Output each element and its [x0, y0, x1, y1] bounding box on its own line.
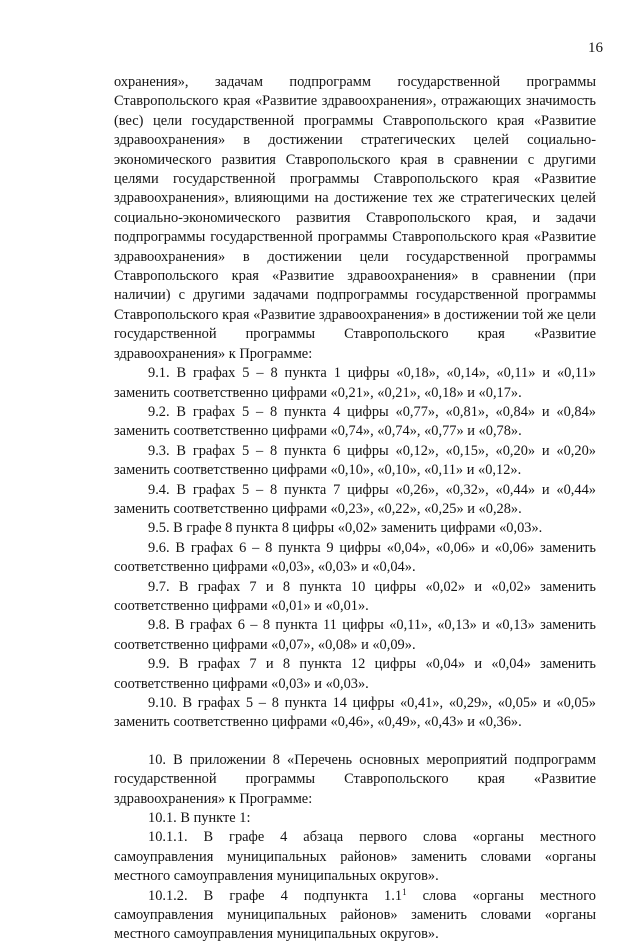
paragraph-item-9-10: 9.10. В графах 5 – 8 пункта 14 цифры «0,41», «0,29», «0,05» и «0,05» заменить соответственно цифрами «0,46», «0,49», «0,43» и «0,36».	[114, 695, 596, 731]
paragraph-text-after-superscript: слова «органы местного самоуправления муниципальных районов» заменить словами «органы местного самоуправления муниципальных округов».	[114, 887, 596, 943]
page-number: 16	[588, 40, 603, 56]
paragraph-item-9-1: 9.1. В графах 5 – 8 пункта 1 цифры «0,18», «0,14», «0,11» и «0,11» заменить соответственно цифрами «0,21», «0,21», «0,18» и «0,17».	[114, 365, 596, 401]
paragraph-item-9-6: 9.6. В графах 6 – 8 пункта 9 цифры «0,04», «0,06» и «0,06» заменить соответственно цифрами «0,03», «0,03» и «0,04».	[114, 539, 596, 576]
paragraph-item-10-1-2	[114, 887, 596, 945]
paragraph-continuation: охранения», задачам подпрограмм государственной программы Ставропольского края «Развитие здравоохранения», отражающих значимость (вес) цели государственной программы Ставропольского края «Развитие здравоохранения» в достижении стратегических целей социально-экономического развития Ставропольского края в сравнении с другими целями государственной программы Ставропольского края «Развитие здравоохранения», влияющими на достижение тех же стратегических целей социально-экономического развития Ставропольского края, и задачи подпрограммы государственной программы Ставропольского края «Развитие здравоохранения» в достижении цели государственной программы Ставропольского края «Развитие здравоохранения» в сравнении (при наличии) с другими задачами подпрограммы государственной программы Ставропольского края «Развитие здравоохранения» в достижении той же цели государственной программы Ставропольского края «Развитие здравоохранения» к Программе:	[114, 74, 596, 362]
document-body	[114, 73, 596, 945]
paragraph-item-10-1-1: 10.1.1. В графе 4 абзаца первого слова «органы местного самоуправления муниципальных районов» заменить словами «органы местного самоуправления муниципальных округов».	[114, 829, 596, 885]
paragraph-item-9-2: 9.2. В графах 5 – 8 пункта 4 цифры «0,77», «0,81», «0,84» и «0,84» заменить соответственно цифрами «0,74», «0,74», «0,77» и «0,78».	[114, 403, 596, 440]
paragraph-text-before-superscript: 10.1.2. В графе 4 подпункта 1.1	[148, 887, 403, 904]
paragraph-item-9-4: 9.4. В графах 5 – 8 пункта 7 цифры «0,26», «0,32», «0,44» и «0,44» заменить соответственно цифрами «0,23», «0,22», «0,25» и «0,28».	[114, 481, 596, 517]
paragraph-item-9-9: 9.9. В графах 7 и 8 пункта 12 цифры «0,04» и «0,04» заменить соответственно цифрами «0,03» и «0,03».	[114, 656, 596, 692]
paragraph-item-10: 10. В приложении 8 «Перечень основных мероприятий подпрограмм государственной программы Ставропольского края «Развитие здравоохранения» к Программе:	[114, 751, 596, 807]
paragraph-item-9-3: 9.3. В графах 5 – 8 пункта 6 цифры «0,12», «0,15», «0,20» и «0,20» заменить соответственно цифрами «0,10», «0,10», «0,11» и «0,12».	[114, 442, 596, 479]
paragraph-item-9-5: 9.5. В графе 8 пункта 8 цифры «0,02» заменить цифрами «0,03».	[148, 520, 543, 537]
superscript-mark: 1	[402, 886, 407, 897]
paragraph-item-9-7: 9.7. В графах 7 и 8 пункта 10 цифры «0,02» и «0,02» заменить соответственно цифрами «0,01» и «0,01».	[114, 578, 596, 614]
paragraph-item-9-8: 9.8. В графах 6 – 8 пункта 11 цифры «0,11», «0,13» и «0,13» заменить соответственно цифрами «0,07», «0,08» и «0,09».	[114, 617, 596, 653]
paragraph-item-10-1: 10.1. В пункте 1:	[148, 810, 251, 827]
